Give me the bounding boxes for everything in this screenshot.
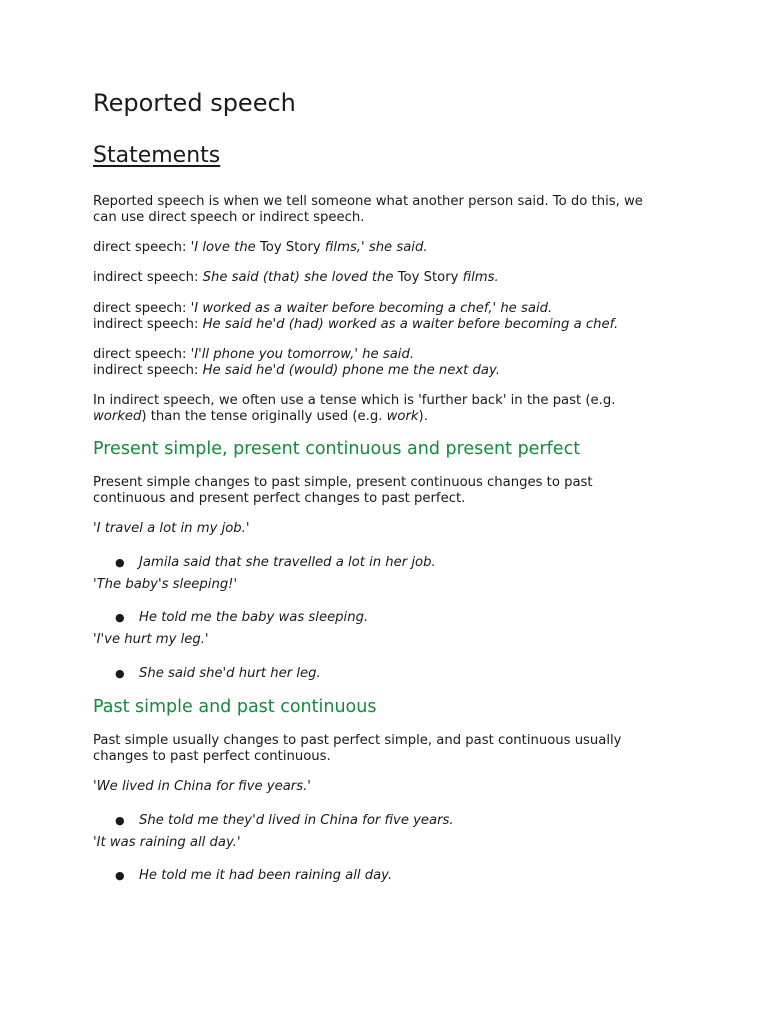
example-3-direct bbox=[93, 347, 414, 363]
quote-part: 'I love the bbox=[190, 240, 260, 255]
quote: He said he'd (had) worked as a waiter before becoming a chef. bbox=[202, 317, 619, 332]
quote: 'I'll phone you tomorrow,' he said. bbox=[190, 347, 415, 362]
example-word: work bbox=[386, 409, 419, 424]
label: direct speech: bbox=[93, 301, 191, 316]
quote-part: films,' she said. bbox=[320, 240, 428, 255]
example-1-indirect bbox=[93, 270, 499, 286]
section-heading-statements: Statements bbox=[93, 143, 221, 168]
label: indirect speech: bbox=[93, 363, 203, 378]
label: direct speech: bbox=[93, 347, 191, 362]
present-intro-line-1: Present simple changes to past simple, present continuous changes to past bbox=[93, 475, 593, 490]
example-quote: 'I've hurt my leg.' bbox=[93, 632, 209, 647]
film-title: Toy Story bbox=[397, 270, 459, 285]
example-quote: 'The baby's sleeping!' bbox=[93, 577, 238, 592]
quote-part: She said (that) she loved the bbox=[202, 270, 398, 285]
list-item: She told me they'd lived in China for five years. bbox=[139, 813, 454, 828]
label: indirect speech: bbox=[93, 270, 203, 285]
tense-note-line-1: In indirect speech, we often use a tense which is 'further back' in the past (e.g. bbox=[93, 393, 616, 408]
intro-line-2: can use direct speech or indirect speech. bbox=[93, 210, 365, 225]
present-intro-line-2: continuous and present perfect changes to past perfect. bbox=[93, 491, 466, 506]
example-quote: 'It was raining all day.' bbox=[93, 835, 241, 850]
example-quote: 'We lived in China for five years.' bbox=[93, 779, 311, 794]
bullet-icon: ● bbox=[115, 556, 125, 569]
bullet-icon: ● bbox=[115, 611, 125, 624]
list-item: He told me it had been raining all day. bbox=[139, 868, 393, 883]
example-2-indirect bbox=[93, 317, 618, 333]
bullet-icon: ● bbox=[115, 667, 125, 680]
section-heading-past: Past simple and past continuous bbox=[93, 697, 377, 717]
example-quote: 'I travel a lot in my job.' bbox=[93, 521, 250, 536]
past-intro-line-1: Past simple usually changes to past perfect simple, and past continuous usually bbox=[93, 733, 622, 748]
list-item: He told me the baby was sleeping. bbox=[139, 610, 369, 625]
text: ) than the tense originally used (e.g. bbox=[141, 409, 387, 424]
tense-note-line-2 bbox=[93, 409, 428, 425]
bullet-icon: ● bbox=[115, 869, 125, 882]
quote: 'I worked as a waiter before becoming a chef,' he said. bbox=[190, 301, 553, 316]
list-item: She said she'd hurt her leg. bbox=[139, 666, 321, 681]
example-3-indirect bbox=[93, 363, 500, 379]
quote: He said he'd (would) phone me the next day. bbox=[202, 363, 500, 378]
quote-part: films. bbox=[458, 270, 499, 285]
example-word: worked bbox=[93, 409, 142, 424]
intro-line-1: Reported speech is when we tell someone what another person said. To do this, we bbox=[93, 194, 643, 209]
page-title: Reported speech bbox=[93, 89, 296, 117]
example-1-direct bbox=[93, 240, 428, 256]
text: ). bbox=[418, 409, 428, 424]
list-item: Jamila said that she travelled a lot in her job. bbox=[139, 555, 436, 570]
bullet-icon: ● bbox=[115, 814, 125, 827]
section-heading-present: Present simple, present continuous and present perfect bbox=[93, 439, 581, 459]
example-2-direct bbox=[93, 301, 552, 317]
film-title: Toy Story bbox=[260, 240, 321, 255]
label: direct speech: bbox=[93, 240, 191, 255]
label: indirect speech: bbox=[93, 317, 203, 332]
past-intro-line-2: changes to past perfect continuous. bbox=[93, 749, 331, 764]
